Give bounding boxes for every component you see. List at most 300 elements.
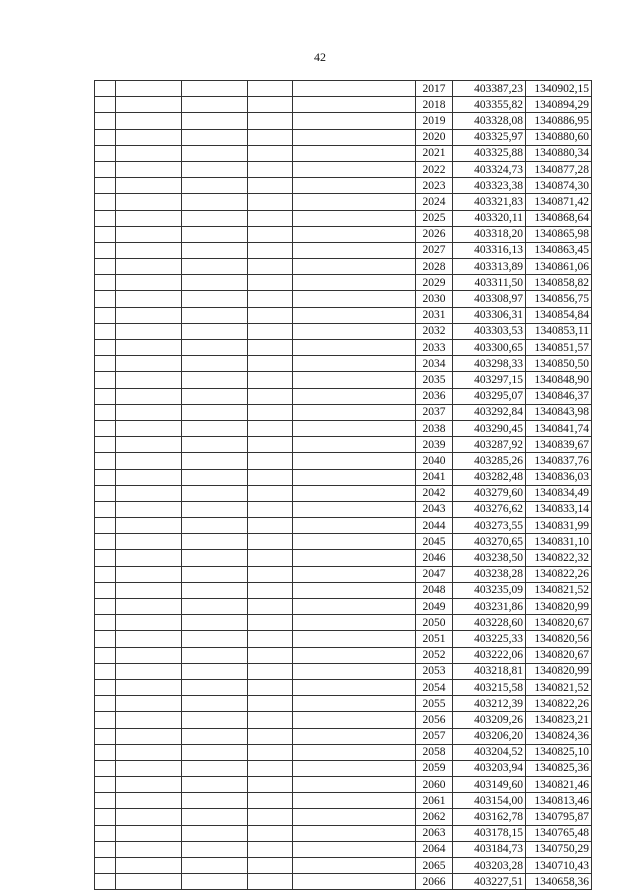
empty-cell: [116, 226, 182, 242]
table-row: [95, 566, 592, 582]
empty-cell: [182, 259, 248, 275]
empty-cell: [95, 226, 116, 242]
empty-cell: [116, 599, 182, 615]
x-coordinate-cell: 403279,60: [453, 485, 526, 501]
empty-cell: [248, 210, 293, 226]
empty-cell: [116, 307, 182, 323]
empty-cell: [116, 437, 182, 453]
y-coordinate-cell: 1340824,36: [526, 728, 592, 744]
y-coordinate-cell: 1340853,11: [526, 323, 592, 339]
empty-cell: [293, 679, 416, 695]
point-number-cell: 2054: [416, 679, 453, 695]
empty-cell: [293, 874, 416, 890]
y-coordinate-cell: 1340822,26: [526, 696, 592, 712]
empty-cell: [182, 615, 248, 631]
empty-cell: [95, 291, 116, 307]
coordinates-table-body: [95, 81, 592, 890]
empty-cell: [116, 615, 182, 631]
y-coordinate-cell: 1340825,36: [526, 760, 592, 776]
empty-cell: [248, 113, 293, 129]
point-number-cell: 2035: [416, 372, 453, 388]
empty-cell: [95, 841, 116, 857]
empty-cell: [248, 841, 293, 857]
empty-cell: [293, 841, 416, 857]
page-number: 42: [314, 50, 326, 64]
y-coordinate-cell: 1340831,10: [526, 534, 592, 550]
empty-cell: [116, 372, 182, 388]
x-coordinate-cell: 403149,60: [453, 777, 526, 793]
table-row: [95, 485, 592, 501]
x-coordinate-cell: 403290,45: [453, 420, 526, 436]
empty-cell: [116, 259, 182, 275]
y-coordinate-cell: 1340841,74: [526, 420, 592, 436]
empty-cell: [116, 388, 182, 404]
empty-cell: [293, 161, 416, 177]
x-coordinate-cell: 403320,11: [453, 210, 526, 226]
point-number-cell: 2043: [416, 501, 453, 517]
empty-cell: [182, 760, 248, 776]
y-coordinate-cell: 1340839,67: [526, 437, 592, 453]
empty-cell: [248, 534, 293, 550]
empty-cell: [116, 566, 182, 582]
empty-cell: [248, 97, 293, 113]
empty-cell: [182, 566, 248, 582]
empty-cell: [182, 291, 248, 307]
empty-cell: [248, 242, 293, 258]
empty-cell: [248, 582, 293, 598]
empty-cell: [293, 469, 416, 485]
empty-cell: [293, 340, 416, 356]
x-coordinate-cell: 403323,38: [453, 178, 526, 194]
empty-cell: [95, 663, 116, 679]
empty-cell: [248, 858, 293, 874]
empty-cell: [293, 858, 416, 874]
empty-cell: [182, 874, 248, 890]
table-row: [95, 582, 592, 598]
empty-cell: [293, 372, 416, 388]
empty-cell: [182, 841, 248, 857]
point-number-cell: 2027: [416, 242, 453, 258]
empty-cell: [116, 518, 182, 534]
point-number-cell: 2061: [416, 793, 453, 809]
table-row: [95, 372, 592, 388]
table-row: [95, 501, 592, 517]
empty-cell: [116, 760, 182, 776]
y-coordinate-cell: 1340825,10: [526, 744, 592, 760]
empty-cell: [248, 437, 293, 453]
empty-cell: [293, 582, 416, 598]
x-coordinate-cell: 403231,86: [453, 599, 526, 615]
x-coordinate-cell: 403355,82: [453, 97, 526, 113]
y-coordinate-cell: 1340851,57: [526, 340, 592, 356]
empty-cell: [182, 113, 248, 129]
y-coordinate-cell: 1340834,49: [526, 485, 592, 501]
table-row: [95, 356, 592, 372]
empty-cell: [95, 161, 116, 177]
empty-cell: [182, 599, 248, 615]
y-coordinate-cell: 1340658,36: [526, 874, 592, 890]
x-coordinate-cell: 403206,20: [453, 728, 526, 744]
empty-cell: [116, 777, 182, 793]
table-row: [95, 809, 592, 825]
empty-cell: [248, 226, 293, 242]
table-row: [95, 599, 592, 615]
table-row: [95, 420, 592, 436]
point-number-cell: 2023: [416, 178, 453, 194]
point-number-cell: 2051: [416, 631, 453, 647]
empty-cell: [95, 97, 116, 113]
empty-cell: [248, 696, 293, 712]
table-row: [95, 437, 592, 453]
point-number-cell: 2032: [416, 323, 453, 339]
empty-cell: [182, 793, 248, 809]
x-coordinate-cell: 403215,58: [453, 679, 526, 695]
x-coordinate-cell: 403235,09: [453, 582, 526, 598]
empty-cell: [182, 307, 248, 323]
empty-cell: [116, 874, 182, 890]
point-number-cell: 2021: [416, 145, 453, 161]
empty-cell: [182, 453, 248, 469]
table-row: [95, 469, 592, 485]
empty-cell: [248, 81, 293, 97]
empty-cell: [116, 647, 182, 663]
empty-cell: [116, 809, 182, 825]
empty-cell: [116, 679, 182, 695]
empty-cell: [248, 777, 293, 793]
empty-cell: [95, 744, 116, 760]
empty-cell: [293, 388, 416, 404]
empty-cell: [116, 356, 182, 372]
table-row: [95, 453, 592, 469]
empty-cell: [116, 453, 182, 469]
empty-cell: [293, 113, 416, 129]
empty-cell: [248, 744, 293, 760]
table-row: [95, 97, 592, 113]
empty-cell: [95, 356, 116, 372]
table-row: [95, 760, 592, 776]
table-row: [95, 518, 592, 534]
table-row: [95, 145, 592, 161]
empty-cell: [248, 178, 293, 194]
empty-cell: [95, 323, 116, 339]
empty-cell: [293, 631, 416, 647]
y-coordinate-cell: 1340880,34: [526, 145, 592, 161]
x-coordinate-cell: 403306,31: [453, 307, 526, 323]
empty-cell: [182, 161, 248, 177]
y-coordinate-cell: 1340823,21: [526, 712, 592, 728]
empty-cell: [116, 712, 182, 728]
empty-cell: [95, 679, 116, 695]
y-coordinate-cell: 1340822,26: [526, 566, 592, 582]
empty-cell: [95, 388, 116, 404]
y-coordinate-cell: 1340863,45: [526, 242, 592, 258]
empty-cell: [182, 372, 248, 388]
point-number-cell: 2044: [416, 518, 453, 534]
point-number-cell: 2038: [416, 420, 453, 436]
x-coordinate-cell: 403303,53: [453, 323, 526, 339]
y-coordinate-cell: 1340874,30: [526, 178, 592, 194]
point-number-cell: 2060: [416, 777, 453, 793]
point-number-cell: 2022: [416, 161, 453, 177]
y-coordinate-cell: 1340902,15: [526, 81, 592, 97]
empty-cell: [116, 534, 182, 550]
empty-cell: [95, 275, 116, 291]
empty-cell: [293, 647, 416, 663]
table-row: [95, 226, 592, 242]
x-coordinate-cell: 403328,08: [453, 113, 526, 129]
empty-cell: [95, 809, 116, 825]
empty-cell: [248, 760, 293, 776]
table-row: [95, 679, 592, 695]
empty-cell: [116, 744, 182, 760]
table-row: [95, 777, 592, 793]
empty-cell: [182, 631, 248, 647]
x-coordinate-cell: 403162,78: [453, 809, 526, 825]
empty-cell: [293, 129, 416, 145]
empty-cell: [293, 291, 416, 307]
empty-cell: [248, 631, 293, 647]
empty-cell: [248, 388, 293, 404]
y-coordinate-cell: 1340868,64: [526, 210, 592, 226]
empty-cell: [293, 194, 416, 210]
x-coordinate-cell: 403285,26: [453, 453, 526, 469]
empty-cell: [95, 420, 116, 436]
empty-cell: [182, 145, 248, 161]
empty-cell: [248, 679, 293, 695]
point-number-cell: 2047: [416, 566, 453, 582]
y-coordinate-cell: 1340850,50: [526, 356, 592, 372]
empty-cell: [182, 744, 248, 760]
empty-cell: [95, 518, 116, 534]
y-coordinate-cell: 1340843,98: [526, 404, 592, 420]
point-number-cell: 2062: [416, 809, 453, 825]
empty-cell: [116, 145, 182, 161]
empty-cell: [248, 550, 293, 566]
empty-cell: [248, 809, 293, 825]
x-coordinate-cell: 403203,94: [453, 760, 526, 776]
empty-cell: [182, 388, 248, 404]
empty-cell: [116, 420, 182, 436]
empty-cell: [248, 615, 293, 631]
empty-cell: [293, 210, 416, 226]
y-coordinate-cell: 1340820,67: [526, 647, 592, 663]
point-number-cell: 2048: [416, 582, 453, 598]
empty-cell: [293, 178, 416, 194]
empty-cell: [182, 129, 248, 145]
point-number-cell: 2042: [416, 485, 453, 501]
table-row: [95, 663, 592, 679]
point-number-cell: 2066: [416, 874, 453, 890]
y-coordinate-cell: 1340820,99: [526, 663, 592, 679]
x-coordinate-cell: 403298,33: [453, 356, 526, 372]
empty-cell: [248, 793, 293, 809]
empty-cell: [95, 129, 116, 145]
y-coordinate-cell: 1340861,06: [526, 259, 592, 275]
empty-cell: [248, 501, 293, 517]
empty-cell: [182, 420, 248, 436]
table-row: [95, 161, 592, 177]
empty-cell: [293, 97, 416, 113]
x-coordinate-cell: 403313,89: [453, 259, 526, 275]
x-coordinate-cell: 403204,52: [453, 744, 526, 760]
empty-cell: [95, 259, 116, 275]
x-coordinate-cell: 403297,15: [453, 372, 526, 388]
empty-cell: [182, 485, 248, 501]
y-coordinate-cell: 1340880,60: [526, 129, 592, 145]
empty-cell: [95, 113, 116, 129]
empty-cell: [116, 582, 182, 598]
point-number-cell: 2058: [416, 744, 453, 760]
x-coordinate-cell: 403225,33: [453, 631, 526, 647]
x-coordinate-cell: 403178,15: [453, 825, 526, 841]
empty-cell: [95, 599, 116, 615]
x-coordinate-cell: 403324,73: [453, 161, 526, 177]
empty-cell: [293, 420, 416, 436]
empty-cell: [248, 485, 293, 501]
y-coordinate-cell: 1340894,29: [526, 97, 592, 113]
point-number-cell: 2026: [416, 226, 453, 242]
empty-cell: [293, 696, 416, 712]
point-number-cell: 2050: [416, 615, 453, 631]
empty-cell: [293, 145, 416, 161]
empty-cell: [95, 728, 116, 744]
table-row: [95, 728, 592, 744]
y-coordinate-cell: 1340858,82: [526, 275, 592, 291]
y-coordinate-cell: 1340846,37: [526, 388, 592, 404]
empty-cell: [95, 712, 116, 728]
empty-cell: [182, 728, 248, 744]
empty-cell: [182, 469, 248, 485]
empty-cell: [293, 712, 416, 728]
y-coordinate-cell: 1340856,75: [526, 291, 592, 307]
point-number-cell: 2018: [416, 97, 453, 113]
point-number-cell: 2059: [416, 760, 453, 776]
empty-cell: [182, 194, 248, 210]
empty-cell: [293, 760, 416, 776]
empty-cell: [182, 210, 248, 226]
empty-cell: [293, 534, 416, 550]
empty-cell: [248, 161, 293, 177]
empty-cell: [248, 372, 293, 388]
table-row: [95, 275, 592, 291]
point-number-cell: 2055: [416, 696, 453, 712]
point-number-cell: 2046: [416, 550, 453, 566]
empty-cell: [182, 858, 248, 874]
empty-cell: [182, 437, 248, 453]
empty-cell: [116, 129, 182, 145]
empty-cell: [293, 518, 416, 534]
y-coordinate-cell: 1340831,99: [526, 518, 592, 534]
empty-cell: [293, 81, 416, 97]
empty-cell: [95, 307, 116, 323]
empty-cell: [116, 501, 182, 517]
coordinates-table: [94, 80, 592, 890]
y-coordinate-cell: 1340710,43: [526, 858, 592, 874]
table-row: [95, 259, 592, 275]
empty-cell: [248, 420, 293, 436]
empty-cell: [182, 825, 248, 841]
empty-cell: [95, 615, 116, 631]
x-coordinate-cell: 403238,50: [453, 550, 526, 566]
empty-cell: [95, 777, 116, 793]
empty-cell: [116, 113, 182, 129]
y-coordinate-cell: 1340821,52: [526, 679, 592, 695]
x-coordinate-cell: 403282,48: [453, 469, 526, 485]
empty-cell: [248, 404, 293, 420]
y-coordinate-cell: 1340871,42: [526, 194, 592, 210]
x-coordinate-cell: 403154,00: [453, 793, 526, 809]
table-row: [95, 841, 592, 857]
x-coordinate-cell: 403184,73: [453, 841, 526, 857]
table-row: [95, 696, 592, 712]
empty-cell: [248, 712, 293, 728]
empty-cell: [95, 469, 116, 485]
empty-cell: [293, 615, 416, 631]
empty-cell: [116, 793, 182, 809]
empty-cell: [293, 323, 416, 339]
empty-cell: [95, 242, 116, 258]
empty-cell: [293, 307, 416, 323]
empty-cell: [293, 259, 416, 275]
empty-cell: [116, 469, 182, 485]
y-coordinate-cell: 1340821,46: [526, 777, 592, 793]
y-coordinate-cell: 1340750,29: [526, 841, 592, 857]
point-number-cell: 2041: [416, 469, 453, 485]
x-coordinate-cell: 403203,28: [453, 858, 526, 874]
x-coordinate-cell: 403218,81: [453, 663, 526, 679]
empty-cell: [95, 566, 116, 582]
empty-cell: [293, 356, 416, 372]
x-coordinate-cell: 403308,97: [453, 291, 526, 307]
point-number-cell: 2020: [416, 129, 453, 145]
point-number-cell: 2063: [416, 825, 453, 841]
empty-cell: [248, 453, 293, 469]
y-coordinate-cell: 1340820,67: [526, 615, 592, 631]
table-row: [95, 242, 592, 258]
table-row: [95, 194, 592, 210]
empty-cell: [293, 777, 416, 793]
y-coordinate-cell: 1340820,56: [526, 631, 592, 647]
table-row: [95, 388, 592, 404]
point-number-cell: 2053: [416, 663, 453, 679]
point-number-cell: 2019: [416, 113, 453, 129]
y-coordinate-cell: 1340865,98: [526, 226, 592, 242]
y-coordinate-cell: 1340837,76: [526, 453, 592, 469]
empty-cell: [248, 599, 293, 615]
point-number-cell: 2036: [416, 388, 453, 404]
empty-cell: [293, 809, 416, 825]
empty-cell: [116, 728, 182, 744]
point-number-cell: 2052: [416, 647, 453, 663]
x-coordinate-cell: 403228,60: [453, 615, 526, 631]
empty-cell: [293, 501, 416, 517]
empty-cell: [116, 161, 182, 177]
table-row: [95, 291, 592, 307]
x-coordinate-cell: 403311,50: [453, 275, 526, 291]
empty-cell: [116, 485, 182, 501]
empty-cell: [182, 226, 248, 242]
empty-cell: [182, 501, 248, 517]
table-row: [95, 712, 592, 728]
table-row: [95, 323, 592, 339]
empty-cell: [293, 599, 416, 615]
empty-cell: [116, 841, 182, 857]
empty-cell: [248, 356, 293, 372]
point-number-cell: 2040: [416, 453, 453, 469]
table-row: [95, 404, 592, 420]
empty-cell: [248, 307, 293, 323]
empty-cell: [95, 858, 116, 874]
